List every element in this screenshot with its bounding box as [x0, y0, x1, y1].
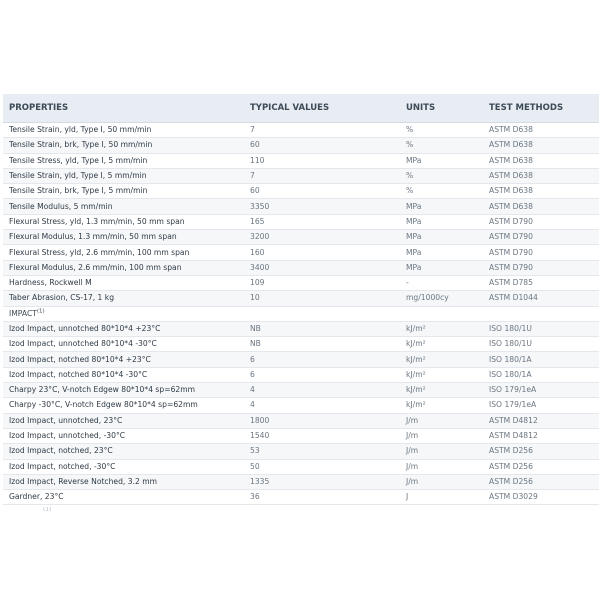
table-row	[3, 184, 599, 199]
table-row	[3, 245, 599, 260]
method-cell: ASTM D638	[483, 123, 599, 138]
table-row	[3, 260, 599, 275]
table-body	[3, 123, 599, 505]
unit-cell: kJ/m²	[400, 398, 483, 413]
method-cell: ASTM D3029	[483, 490, 599, 505]
unit-cell: -	[400, 275, 483, 290]
property-cell: Tensile Strain, yld, Type I, 5 mm/min	[3, 168, 244, 183]
unit-cell: J	[400, 490, 483, 505]
unit-cell: J/m	[400, 428, 483, 443]
property-cell: Charpy 23°C, V-notch Edgew 80*10*4 sp=62mm	[3, 383, 244, 398]
property-cell: Izod Impact, unnotched 80*10*4 -30°C	[3, 337, 244, 352]
value-cell: 165	[244, 214, 400, 229]
method-cell: ISO 179/1eA	[483, 398, 599, 413]
method-cell: ISO 180/1A	[483, 352, 599, 367]
unit-cell: %	[400, 123, 483, 138]
method-cell: ISO 179/1eA	[483, 383, 599, 398]
value-cell: 109	[244, 275, 400, 290]
table-row	[3, 474, 599, 489]
table-row	[3, 337, 599, 352]
footnote-marker: (1)	[36, 308, 45, 315]
method-cell: ASTM D638	[483, 184, 599, 199]
unit-cell: J/m	[400, 474, 483, 489]
method-cell: ASTM D638	[483, 138, 599, 153]
table-row	[3, 214, 599, 229]
unit-cell: MPa	[400, 245, 483, 260]
property-cell: Tensile Modulus, 5 mm/min	[3, 199, 244, 214]
unit-cell: MPa	[400, 153, 483, 168]
property-cell: Izod Impact, notched, -30°C	[3, 459, 244, 474]
unit-cell: %	[400, 168, 483, 183]
properties-table-container	[3, 94, 599, 510]
unit-cell: %	[400, 138, 483, 153]
value-cell: 7	[244, 123, 400, 138]
property-cell: Izod Impact, Reverse Notched, 3.2 mm	[3, 474, 244, 489]
value-cell: 1540	[244, 428, 400, 443]
header-properties: PROPERTIES	[3, 94, 244, 123]
property-cell: Tensile Strain, brk, Type I, 5 mm/min	[3, 184, 244, 199]
value-cell: 3400	[244, 260, 400, 275]
unit-cell: kJ/m²	[400, 337, 483, 352]
value-cell: 10	[244, 291, 400, 306]
table-row	[3, 138, 599, 153]
table-row	[3, 383, 599, 398]
unit-cell: MPa	[400, 199, 483, 214]
header-test-methods: TEST METHODS	[483, 94, 599, 123]
unit-cell: MPa	[400, 230, 483, 245]
table-row	[3, 413, 599, 428]
value-cell: 160	[244, 245, 400, 260]
value-cell: NB	[244, 321, 400, 336]
table-row	[3, 123, 599, 138]
method-cell: ISO 180/1U	[483, 321, 599, 336]
method-cell: ASTM D638	[483, 153, 599, 168]
method-cell: ISO 180/1U	[483, 337, 599, 352]
unit-cell: J/m	[400, 459, 483, 474]
cutoff-footnote	[3, 507, 103, 513]
unit-cell: kJ/m²	[400, 352, 483, 367]
value-cell: 6	[244, 352, 400, 367]
value-cell: 60	[244, 184, 400, 199]
table-row	[3, 490, 599, 505]
value-cell: 1335	[244, 474, 400, 489]
unit-cell: MPa	[400, 214, 483, 229]
unit-cell: %	[400, 184, 483, 199]
table-row	[3, 168, 599, 183]
table-row	[3, 398, 599, 413]
method-cell: ASTM D256	[483, 474, 599, 489]
method-cell: ASTM D638	[483, 168, 599, 183]
property-cell: Izod Impact, notched, 23°C	[3, 444, 244, 459]
method-cell: ISO 180/1A	[483, 367, 599, 382]
method-cell: ASTM D4812	[483, 413, 599, 428]
property-cell: Flexural Stress, yld, 2.6 mm/min, 100 mm span	[3, 245, 244, 260]
value-cell: 53	[244, 444, 400, 459]
property-cell: Tensile Stress, yld, Type I, 5 mm/min	[3, 153, 244, 168]
table-row	[3, 230, 599, 245]
table-row	[3, 291, 599, 306]
header-units: UNITS	[400, 94, 483, 123]
header-typical-values: TYPICAL VALUES	[244, 94, 400, 123]
section-label	[3, 306, 599, 321]
property-cell: Izod Impact, unnotched 80*10*4 +23°C	[3, 321, 244, 336]
value-cell: 3350	[244, 199, 400, 214]
property-cell: Flexural Modulus, 1.3 mm/min, 50 mm span	[3, 230, 244, 245]
method-cell: ASTM D256	[483, 444, 599, 459]
section-row	[3, 306, 599, 321]
unit-cell: MPa	[400, 260, 483, 275]
table-row	[3, 444, 599, 459]
method-cell: ASTM D1044	[483, 291, 599, 306]
value-cell: NB	[244, 337, 400, 352]
property-cell: Charpy -30°C, V-notch Edgew 80*10*4 sp=62mm	[3, 398, 244, 413]
property-cell: Tensile Strain, yld, Type I, 50 mm/min	[3, 123, 244, 138]
property-cell: Flexural Modulus, 2.6 mm/min, 100 mm span	[3, 260, 244, 275]
table-header-row	[3, 94, 599, 123]
method-cell: ASTM D638	[483, 199, 599, 214]
property-cell: Izod Impact, notched 80*10*4 +23°C	[3, 352, 244, 367]
method-cell: ASTM D790	[483, 260, 599, 275]
method-cell: ASTM D790	[483, 245, 599, 260]
value-cell: 6	[244, 367, 400, 382]
unit-cell: kJ/m²	[400, 383, 483, 398]
property-cell: Izod Impact, unnotched, 23°C	[3, 413, 244, 428]
value-cell: 4	[244, 383, 400, 398]
value-cell: 4	[244, 398, 400, 413]
table-row	[3, 428, 599, 443]
table-row	[3, 459, 599, 474]
table-row	[3, 199, 599, 214]
method-cell: ASTM D256	[483, 459, 599, 474]
value-cell: 60	[244, 138, 400, 153]
value-cell: 3200	[244, 230, 400, 245]
property-cell: Tensile Strain, brk, Type I, 50 mm/min	[3, 138, 244, 153]
value-cell: 36	[244, 490, 400, 505]
table-row	[3, 321, 599, 336]
value-cell: 7	[244, 168, 400, 183]
method-cell: ASTM D790	[483, 230, 599, 245]
cutoff-fragment: (1)	[43, 507, 52, 513]
unit-cell: kJ/m²	[400, 367, 483, 382]
unit-cell: J/m	[400, 444, 483, 459]
property-cell: Flexural Stress, yld, 1.3 mm/min, 50 mm span	[3, 214, 244, 229]
property-cell: Gardner, 23°C	[3, 490, 244, 505]
value-cell: 110	[244, 153, 400, 168]
table-row	[3, 275, 599, 290]
property-cell: Hardness, Rockwell M	[3, 275, 244, 290]
table-row	[3, 153, 599, 168]
property-cell: Taber Abrasion, CS-17, 1 kg	[3, 291, 244, 306]
properties-table	[3, 94, 599, 505]
method-cell: ASTM D790	[483, 214, 599, 229]
value-cell: 50	[244, 459, 400, 474]
property-cell: Izod Impact, notched 80*10*4 -30°C	[3, 367, 244, 382]
unit-cell: J/m	[400, 413, 483, 428]
unit-cell: mg/1000cy	[400, 291, 483, 306]
value-cell: 1800	[244, 413, 400, 428]
property-cell: Izod Impact, unnotched, -30°C	[3, 428, 244, 443]
table-row	[3, 352, 599, 367]
section-title: IMPACT	[9, 308, 37, 318]
method-cell: ASTM D4812	[483, 428, 599, 443]
table-row	[3, 367, 599, 382]
unit-cell: kJ/m²	[400, 321, 483, 336]
method-cell: ASTM D785	[483, 275, 599, 290]
